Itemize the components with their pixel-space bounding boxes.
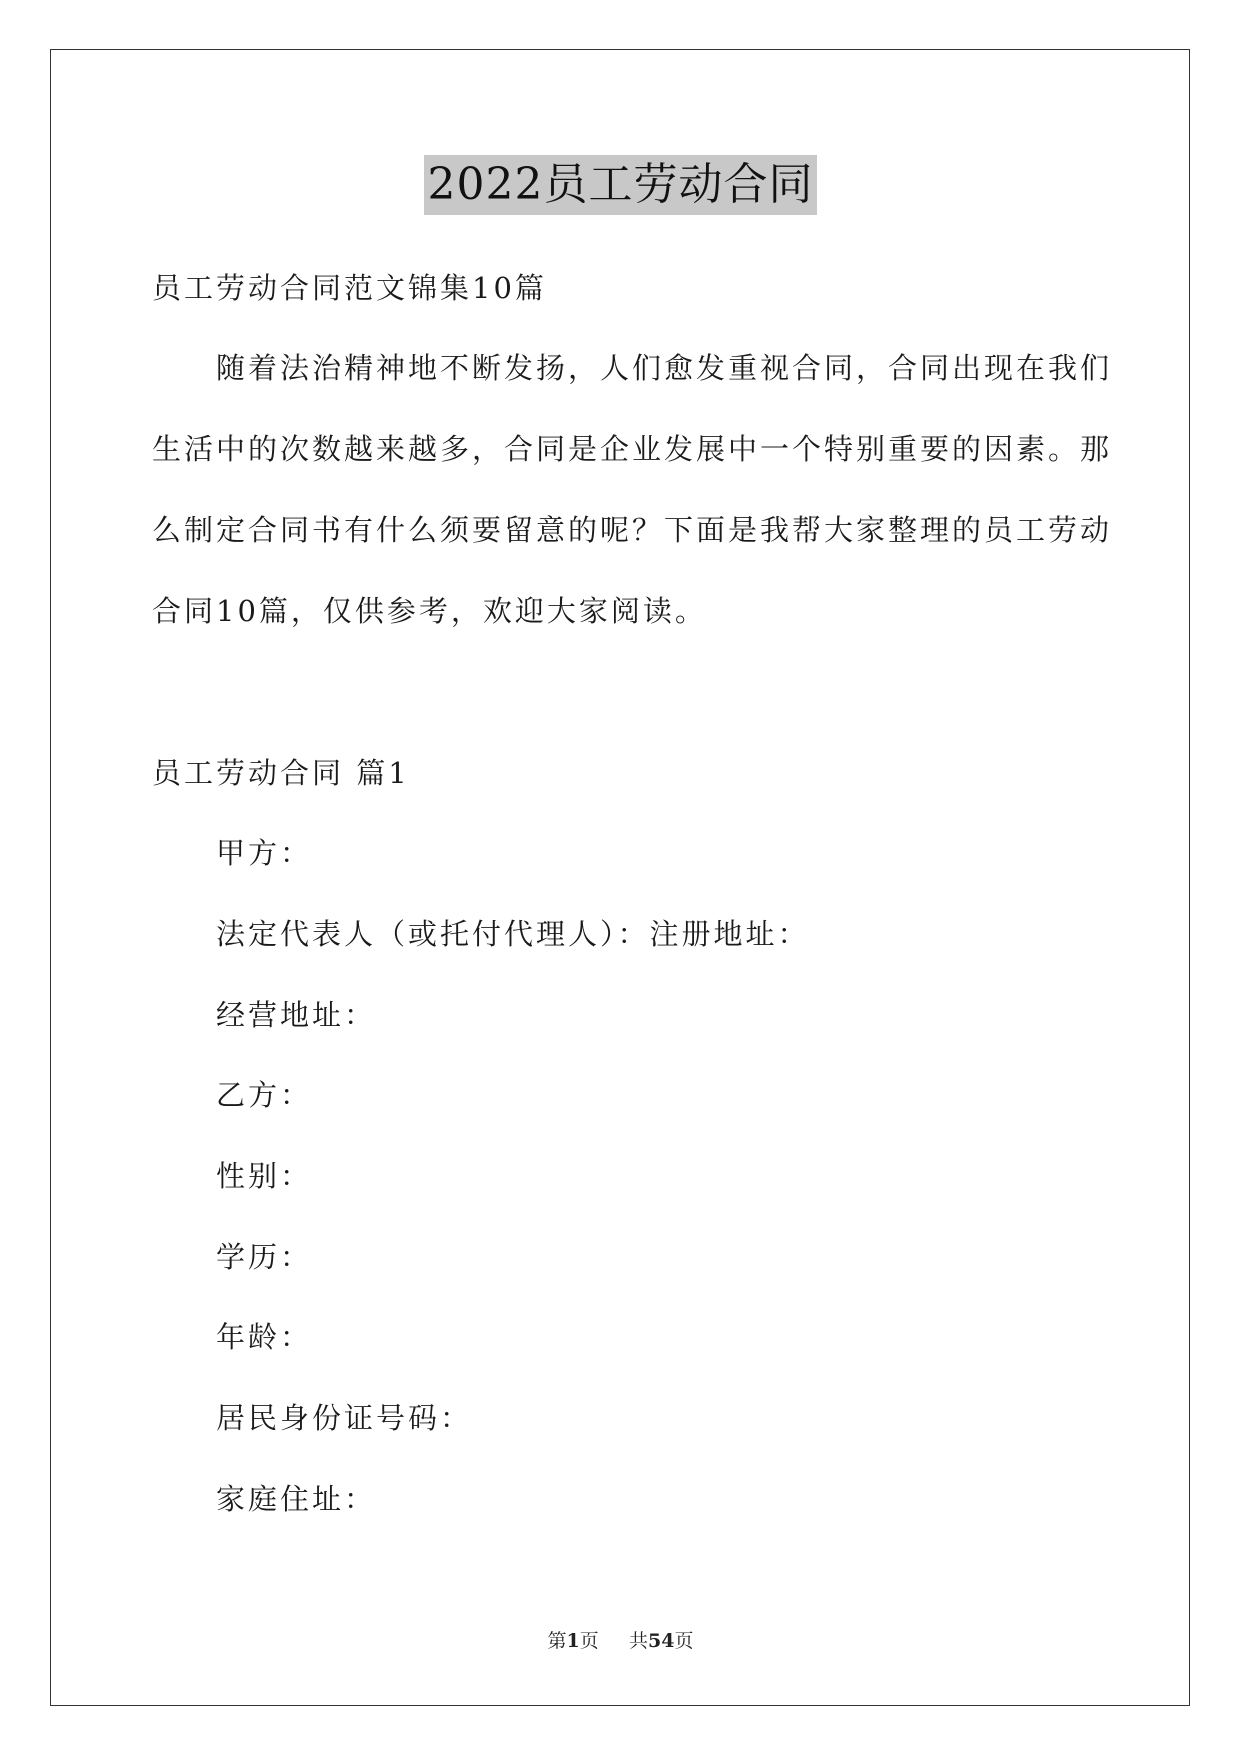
intro-line: 生活中的次数越来越多，合同是企业发展中一个特别重要的因素。那	[152, 432, 1113, 466]
footer-prefix: 第	[547, 1630, 567, 1652]
intro-line: 么制定合同书有什么须要留意的呢？下面是我帮大家整理的员工劳动	[152, 513, 1113, 547]
total-pages-number: 54	[648, 1630, 675, 1652]
footer-total-suffix: 页	[674, 1630, 694, 1652]
intro-line: 合同10篇，仅供参考，欢迎大家阅读。	[152, 594, 707, 628]
intro-line: 随着法治精神地不断发扬，人们愈发重视合同，合同出现在我们	[216, 351, 1113, 385]
document-subtitle: 员工劳动合同范文锦集10篇	[152, 271, 547, 305]
field-legal-representative: 法定代表人（或托付代理人）：注册地址：	[216, 917, 810, 951]
footer-total-prefix: 共	[628, 1630, 648, 1652]
title-container	[0, 155, 1241, 215]
field-gender: 性别：	[216, 1159, 313, 1193]
document-title: 2022员工劳动合同	[424, 155, 818, 215]
field-business-address: 经营地址：	[216, 998, 377, 1032]
field-home-address: 家庭住址：	[216, 1482, 377, 1516]
field-party-a: 甲方：	[216, 836, 313, 870]
current-page-number: 1	[566, 1630, 580, 1652]
field-age: 年龄：	[216, 1320, 313, 1354]
section-heading: 员工劳动合同 篇1	[152, 756, 410, 790]
field-education: 学历：	[216, 1240, 313, 1274]
field-party-b: 乙方：	[216, 1078, 313, 1112]
page-footer	[0, 1628, 1241, 1654]
field-id-number: 居民身份证号码：	[216, 1401, 473, 1435]
footer-page-suffix: 页	[579, 1630, 599, 1652]
